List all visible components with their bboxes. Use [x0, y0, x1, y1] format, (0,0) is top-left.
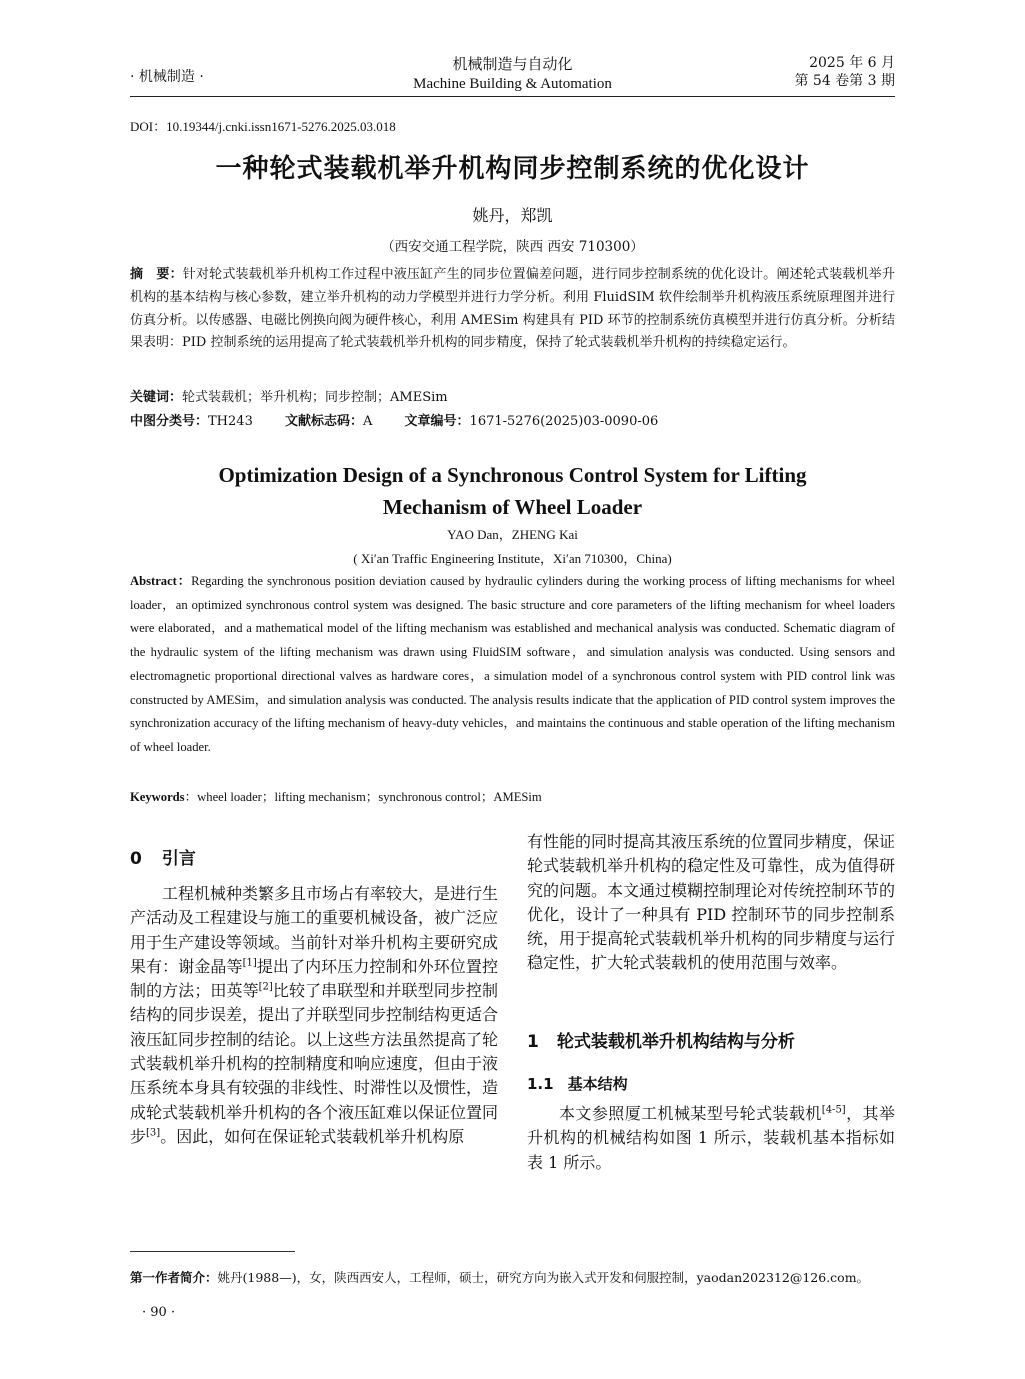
section-1-1-paragraph: 本文参照厦工机械某型号轮式装载机[4-5]，其举升机构的机械结构如图 1 所示，装载机基本指标如表 1 所示。 — [527, 1104, 895, 1172]
classification-line — [130, 410, 686, 429]
keywords-en — [130, 786, 542, 805]
intro-paragraph-2: 有性能的同时提高其液压系统的位置同步精度，保证轮式装载机举升机构的稳定性及可靠性，成为值得研究的问题。本文通过模糊控制理论对传统控制环节的优化，设计了一种具有 PID 控制环节的同步控制系统，用于提高轮式装载机举升机构的同步精度与运行稳定性，扩大轮式装载机的使用范围与效率。 — [527, 832, 896, 973]
page-number: · 90 · — [142, 1305, 176, 1320]
abstract-cn — [130, 264, 895, 355]
author-footnote — [130, 1268, 869, 1286]
section-0-title: 引言 — [161, 849, 196, 869]
journal-name-en: Machine Building & Automation — [413, 76, 612, 92]
intro-paragraph-1: 工程机械种类繁多且市场占有率较大，是进行生产活动及工程建设与施工的重要机械设备，被广泛应用于生产建设等领域。当前针对举升机构主要研究成果有：谢金晶等[1]提出了内环压力控制和外环位置控制的方法；田英等[2]比较了串联型和并联型同步控制结构的同步误差，提出了并联型同步控制结构更适合液压缸同步控制的结论。以上这些方法虽然提高了轮式装载机举升机构的控制精度和响应速度，但由于液压系统本身具有较强的非线性、时滞性以及惯性，造成轮式装载机举升机构的各个液压缸难以保证位置同步[3]。因此，如何在保证轮式装载机举升机构原 — [130, 884, 499, 1146]
doc-code-value: A — [363, 414, 373, 429]
authors-en: YAO Dan，ZHENG Kai — [447, 527, 578, 542]
journal-header — [380, 54, 645, 94]
title-cn: 一种轮式装载机举升机构同步控制系统的优化设计 — [215, 154, 810, 184]
abstract-en-label: Abstract： — [130, 574, 192, 588]
keywords-cn — [130, 386, 448, 405]
doi: DOI：10.19344/j.cnki.issn1671-5276.2025.03.018 — [130, 119, 396, 134]
issue-volume: 第 54 卷第 3 期 — [794, 73, 895, 89]
keywords-cn-label: 关键词： — [130, 390, 183, 405]
section-0-heading — [130, 844, 196, 869]
article-no-label: 文章编号： — [404, 414, 470, 429]
section-tag: · 机械制造 · — [130, 69, 204, 85]
journal-name-cn: 机械制造与自动化 — [452, 55, 573, 73]
citation-ref-1[interactable]: [1] — [242, 957, 257, 969]
section-1-1-title: 基本结构 — [567, 1075, 628, 1093]
keywords-en-text: ：wheel loader；lifting mechanism；synchronous control；AMESim — [184, 790, 542, 804]
footnote-label: 第一作者简介： — [130, 1270, 218, 1285]
clc-value: TH243 — [208, 414, 253, 429]
section-1-title: 轮式装载机举升机构结构与分析 — [556, 1032, 795, 1052]
title-en — [130, 459, 895, 523]
clc-label: 中图分类号： — [130, 414, 209, 429]
abstract-cn-text: 针对轮式装载机举升机构工作过程中液压缸产生的同步位置偏差问题，进行同步控制系统的优化设计。阐述轮式装载机举升机构的基本结构与核心参数，建立举升机构的动力学模型并进行力学分析。利用 FluidSIM 软件绘制举升机构液压系统原理图并进行仿真分析。以传感器、电磁比例换向阀为硬件核心，利用 AMESim 构建具有 PID 环节的控制系统仿真模型并进行仿真分析。分析结果表明：PID 控制系统的运用提高了轮式装载机举升机构的同步精度，保持了轮式装载机举升机构的持续稳定运行。 — [130, 267, 895, 351]
citation-ref-3[interactable]: [3] — [146, 1127, 161, 1139]
affiliation-cn: （西安交通工程学院，陕西 西安 710300） — [381, 239, 644, 255]
title-en-line1: Optimization Design of a Synchronous Control System for Lifting — [218, 463, 807, 487]
authors-cn: 姚丹，郑凯 — [472, 206, 553, 225]
footnote-rule — [130, 1251, 295, 1252]
issue-info — [794, 54, 895, 90]
citation-ref-4-5[interactable]: [4-5] — [821, 1104, 846, 1116]
article-no-value: 1671-5276(2025)03-0090-06 — [469, 414, 659, 429]
keywords-en-label: Keywords — [130, 790, 185, 804]
abstract-en — [130, 570, 895, 760]
footnote-text: 姚丹(1988—)，女，陕西西安人，工程师，硕士，研究方向为嵌入式开发和伺服控制，yaodan202312@126.com。 — [217, 1270, 870, 1285]
section-1-number: 1 — [527, 1032, 539, 1052]
issue-date: 2025 年 6 月 — [809, 55, 895, 71]
section-1-1-number: 1.1 — [527, 1075, 554, 1093]
title-en-line2: Mechanism of Wheel Loader — [382, 495, 643, 519]
doc-code-label: 文献标志码： — [284, 414, 363, 429]
keywords-cn-text: 轮式装载机；举升机构；同步控制；AMESim — [182, 390, 448, 405]
abstract-en-text: Regarding the synchronous position deviation caused by hydraulic cylinders during the working process of lifting mechanisms for wheel loader，an optimized synchronous control system was designed. The basic structure and core parameters of the lifting mechanism for wheel loaders were elaborated，and a mathematical model of the lifting mechanism was established and mechanical analysis was conducted. Schematic diagram of the hydraulic system of the lifting mechanism was drawn using FluidSIM software，and simulation analysis was conducted. Using sensors and electromagnetic proportional directional valves as hardware cores，a simulation model of a synchronous control system with PID control link was constructed by AMESim，and simulation analysis was conducted. The analysis results indicate that the application of PID control system improves the synchronization accuracy of the lifting mechanism of heavy-duty vehicles，and maintains the continuous and stable operation of the lifting mechanism of wheel loader. — [130, 574, 895, 754]
header-rule — [130, 96, 895, 97]
section-1-1-heading — [527, 1073, 628, 1094]
section-0-number: 0 — [130, 849, 142, 869]
citation-ref-2[interactable]: [2] — [258, 981, 273, 993]
section-1-heading — [527, 1027, 795, 1052]
affiliation-en: ( Xi′an Traffic Engineering Institute，Xi′an 710300，China) — [353, 551, 672, 566]
abstract-cn-label: 摘 要： — [130, 267, 183, 282]
